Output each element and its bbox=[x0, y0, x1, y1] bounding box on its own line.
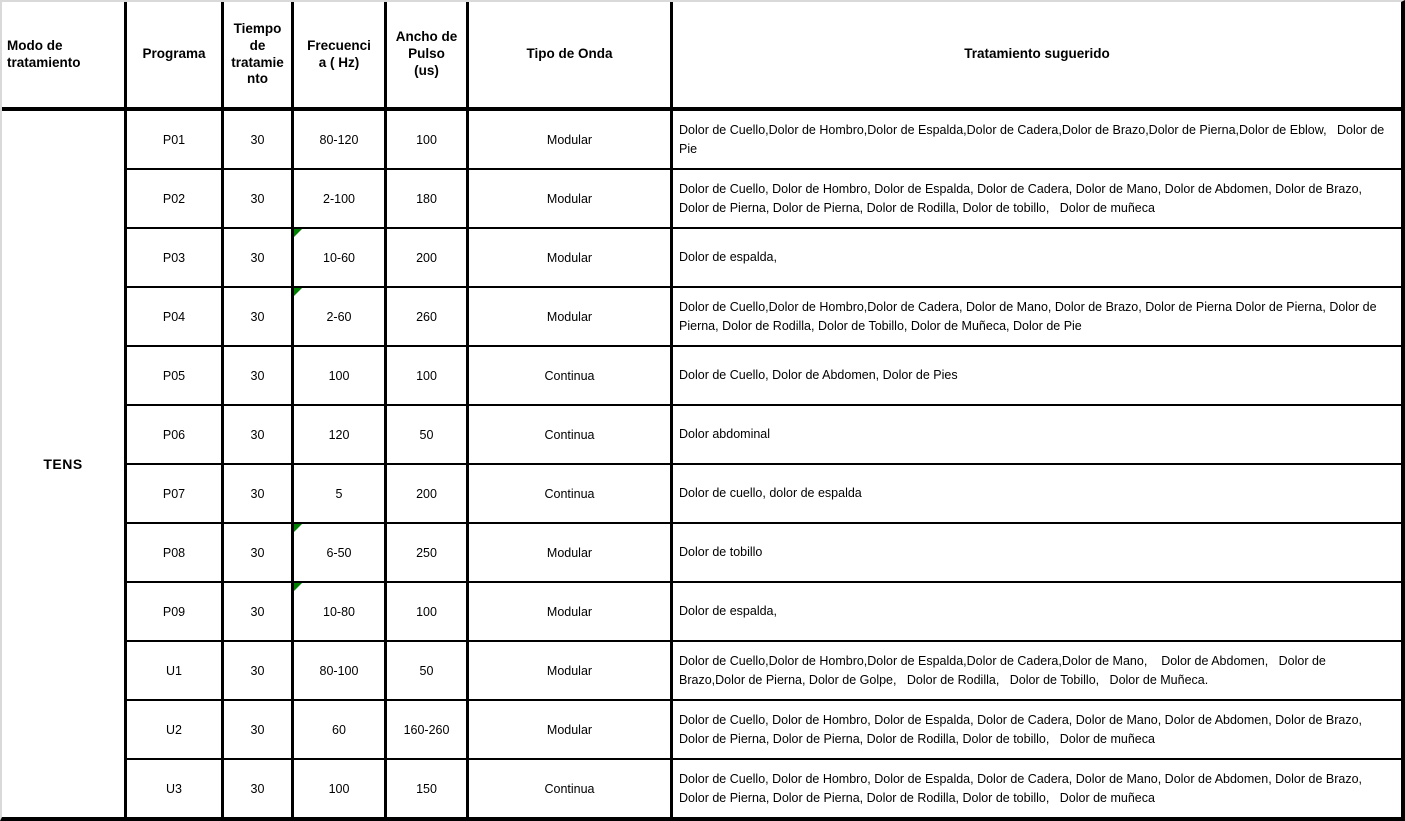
header-tratamiento-sugerido bbox=[673, 2, 1401, 107]
ancho-cell: 200 bbox=[387, 229, 469, 286]
frecuencia-cell: 5 bbox=[294, 465, 387, 522]
header-frecuencia-hz bbox=[294, 2, 387, 107]
tratamiento-cell: Dolor de espalda, bbox=[679, 604, 777, 618]
frecuencia-cell bbox=[294, 583, 387, 640]
frecuencia-cell: 80-100 bbox=[294, 642, 387, 699]
green-corner-indicator-icon bbox=[294, 524, 302, 532]
frecuencia-cell bbox=[294, 524, 387, 581]
header-ancho-de-pulso bbox=[387, 2, 469, 107]
modo-value-cell bbox=[2, 111, 127, 817]
tiempo-cell: 30 bbox=[224, 288, 294, 345]
tratamiento-cell: Dolor de espalda, bbox=[679, 250, 777, 264]
tiempo-cell: 30 bbox=[224, 111, 294, 168]
green-corner-indicator-icon bbox=[294, 288, 302, 296]
programa-cell: U3 bbox=[127, 760, 224, 817]
table-row-p02 bbox=[127, 170, 1401, 229]
header-frecuencia-label: Frecuencia ( Hz) bbox=[307, 37, 371, 70]
programa-cell: P08 bbox=[127, 524, 224, 581]
table-header-row bbox=[2, 2, 1401, 111]
programa-cell: P06 bbox=[127, 406, 224, 463]
tipo-onda-cell: Continua bbox=[469, 760, 673, 817]
header-ancho-label: Ancho de Pulso (us) bbox=[395, 29, 458, 78]
table-row-p06 bbox=[127, 406, 1401, 465]
frecuencia-cell: 120 bbox=[294, 406, 387, 463]
tipo-onda-cell: Continua bbox=[469, 465, 673, 522]
table-body bbox=[2, 111, 1401, 817]
frecuencia-cell bbox=[294, 229, 387, 286]
table-row-p07 bbox=[127, 465, 1401, 524]
tipo-onda-cell: Modular bbox=[469, 111, 673, 168]
table-row-p08 bbox=[127, 524, 1401, 583]
tipo-onda-cell: Modular bbox=[469, 229, 673, 286]
frecuencia-cell: 2-100 bbox=[294, 170, 387, 227]
table-row-u3 bbox=[127, 760, 1401, 817]
frecuencia-cell: 100 bbox=[294, 347, 387, 404]
modo-value-label: TENS bbox=[43, 456, 83, 472]
programa-cell: U1 bbox=[127, 642, 224, 699]
ancho-cell: 100 bbox=[387, 583, 469, 640]
table-row-p04 bbox=[127, 288, 1401, 347]
frecuencia-value: 10-60 bbox=[323, 250, 355, 265]
table-row-u1 bbox=[127, 642, 1401, 701]
ancho-cell: 150 bbox=[387, 760, 469, 817]
tratamiento-cell: Dolor de Cuello,Dolor de Hombro,Dolor de Cadera, Dolor de Mano, Dolor de Brazo, Dolor de Pierna Dolor de Pierna, Dolor de Pierna, Dolor de Rodilla, Dolor de Tobillo, Dolor de Muñeca, Dolor de Pie bbox=[679, 299, 1381, 333]
ancho-cell: 100 bbox=[387, 347, 469, 404]
tratamiento-cell: Dolor de cuello, dolor de espalda bbox=[679, 486, 862, 500]
tiempo-cell: 30 bbox=[224, 406, 294, 463]
frecuencia-value: 6-50 bbox=[326, 545, 352, 560]
programa-cell: P02 bbox=[127, 170, 224, 227]
table-row-p01 bbox=[127, 111, 1401, 170]
tiempo-cell: 30 bbox=[224, 170, 294, 227]
programa-cell: U2 bbox=[127, 701, 224, 758]
tipo-onda-cell: Modular bbox=[469, 583, 673, 640]
header-tipo-de-onda bbox=[469, 2, 673, 107]
tiempo-cell: 30 bbox=[224, 465, 294, 522]
green-corner-indicator-icon bbox=[294, 583, 302, 591]
tipo-onda-cell: Modular bbox=[469, 170, 673, 227]
ancho-cell: 50 bbox=[387, 642, 469, 699]
ancho-cell: 160-260 bbox=[387, 701, 469, 758]
frecuencia-value: 2-60 bbox=[326, 309, 352, 324]
frecuencia-cell bbox=[294, 288, 387, 345]
header-modo-de-tratamiento bbox=[2, 2, 127, 107]
tratamiento-cell: Dolor de Cuello, Dolor de Hombro, Dolor de Espalda, Dolor de Cadera, Dolor de Mano, Dolor de Abdomen, Dolor de Brazo, Dolor de Pierna, Dolor de Pierna, Dolor de Rodilla, Dolor de tobillo, Dolor de muñeca bbox=[679, 712, 1366, 746]
ancho-cell: 50 bbox=[387, 406, 469, 463]
header-tiempo-label: Tiempo de tratamiento bbox=[231, 20, 284, 87]
ancho-cell: 180 bbox=[387, 170, 469, 227]
header-tiempo-de-tratamiento bbox=[224, 2, 294, 107]
header-modo-label: Modo de tratamiento bbox=[7, 37, 81, 70]
header-programa bbox=[127, 2, 224, 107]
tratamiento-cell: Dolor de Cuello,Dolor de Hombro,Dolor de Espalda,Dolor de Cadera,Dolor de Brazo,Dolor de Pierna,Dolor de Eblow, Dolor de Pie bbox=[679, 122, 1388, 156]
table-row-u2 bbox=[127, 701, 1401, 760]
tiempo-cell: 30 bbox=[224, 701, 294, 758]
header-tipo-label: Tipo de Onda bbox=[526, 46, 613, 62]
tiempo-cell: 30 bbox=[224, 524, 294, 581]
program-rows bbox=[127, 111, 1401, 817]
tratamiento-cell: Dolor de Cuello,Dolor de Hombro,Dolor de Espalda,Dolor de Cadera,Dolor de Mano, Dolor de Abdomen, Dolor de Brazo,Dolor de Pierna, Dolor de Golpe, Dolor de Rodilla, Dolor de Tobillo, Dolor de Muñeca. bbox=[679, 653, 1330, 687]
tiempo-cell: 30 bbox=[224, 229, 294, 286]
tipo-onda-cell: Modular bbox=[469, 288, 673, 345]
programa-cell: P03 bbox=[127, 229, 224, 286]
programa-cell: P01 bbox=[127, 111, 224, 168]
tratamiento-cell: Dolor de tobillo bbox=[679, 545, 763, 559]
tiempo-cell: 30 bbox=[224, 347, 294, 404]
programa-cell: P04 bbox=[127, 288, 224, 345]
tratamiento-cell: Dolor de Cuello, Dolor de Hombro, Dolor de Espalda, Dolor de Cadera, Dolor de Mano, Dolor de Abdomen, Dolor de Brazo, Dolor de Pierna, Dolor de Pierna, Dolor de Rodilla, Dolor de tobillo, Dolor de muñeca bbox=[679, 181, 1366, 215]
header-tratamiento-label: Tratamiento suguerido bbox=[964, 46, 1110, 62]
table-row-p03 bbox=[127, 229, 1401, 288]
tiempo-cell: 30 bbox=[224, 760, 294, 817]
programa-cell: P05 bbox=[127, 347, 224, 404]
ancho-cell: 250 bbox=[387, 524, 469, 581]
frecuencia-value: 10-80 bbox=[323, 604, 355, 619]
header-programa-label: Programa bbox=[142, 46, 206, 62]
tipo-onda-cell: Modular bbox=[469, 524, 673, 581]
table-row-p05 bbox=[127, 347, 1401, 406]
tipo-onda-cell: Continua bbox=[469, 406, 673, 463]
table-row-p09 bbox=[127, 583, 1401, 642]
tipo-onda-cell: Continua bbox=[469, 347, 673, 404]
ancho-cell: 200 bbox=[387, 465, 469, 522]
frecuencia-cell: 80-120 bbox=[294, 111, 387, 168]
tiempo-cell: 30 bbox=[224, 642, 294, 699]
tiempo-cell: 30 bbox=[224, 583, 294, 640]
tratamiento-cell: Dolor de Cuello, Dolor de Hombro, Dolor de Espalda, Dolor de Cadera, Dolor de Mano, Dolor de Abdomen, Dolor de Brazo, Dolor de Pierna, Dolor de Pierna, Dolor de Rodilla, Dolor de tobillo, Dolor de muñeca bbox=[679, 771, 1366, 805]
tipo-onda-cell: Modular bbox=[469, 701, 673, 758]
programa-cell: P09 bbox=[127, 583, 224, 640]
tipo-onda-cell: Modular bbox=[469, 642, 673, 699]
frecuencia-cell: 100 bbox=[294, 760, 387, 817]
green-corner-indicator-icon bbox=[294, 229, 302, 237]
tratamiento-cell: Dolor de Cuello, Dolor de Abdomen, Dolor de Pies bbox=[679, 368, 958, 382]
tratamiento-cell: Dolor abdominal bbox=[679, 427, 771, 441]
frecuencia-cell: 60 bbox=[294, 701, 387, 758]
ancho-cell: 100 bbox=[387, 111, 469, 168]
programa-cell: P07 bbox=[127, 465, 224, 522]
ancho-cell: 260 bbox=[387, 288, 469, 345]
